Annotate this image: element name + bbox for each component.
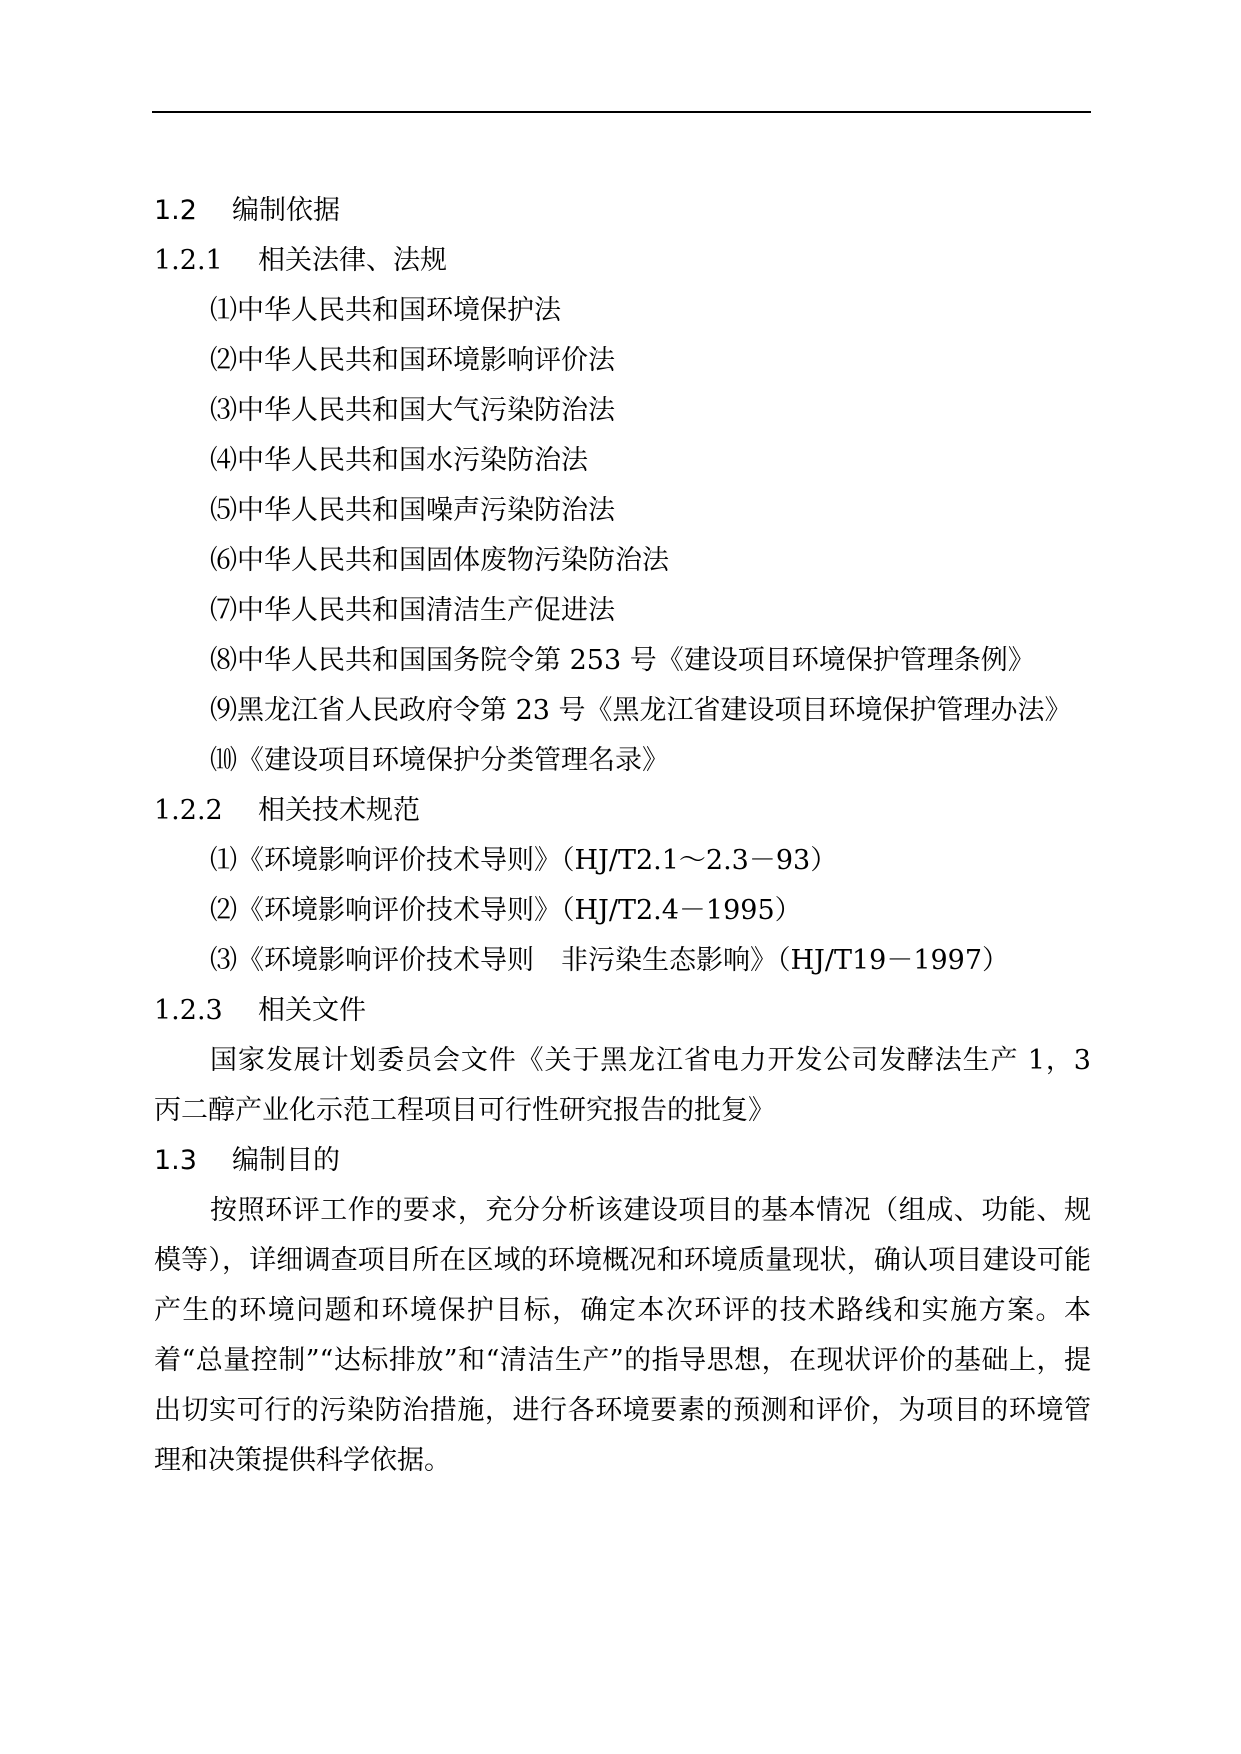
related-document-paragraph: 国家发展计划委员会文件《关于黑龙江省电力开发公司发酵法生产 1，3 丙二醇产业化示范工程项目可行性研究报告的批复》 <box>154 1045 1091 1126</box>
heading-title: 相关法律、法规 <box>258 245 447 276</box>
heading-title: 相关技术规范 <box>258 795 420 826</box>
heading-number: 1.3 <box>154 1145 197 1176</box>
law-item: ⑷中华人民共和国水污染防治法 <box>210 445 588 476</box>
heading-1-2 <box>154 186 1091 236</box>
heading-number: 1.2.3 <box>154 995 223 1026</box>
heading-title: 编制依据 <box>232 195 340 226</box>
purpose-paragraph: 按照环评工作的要求，充分分析该建设项目的基本情况（组成、功能、规模等），详细调查项目所在区域的环境概况和环境质量现状，确认项目建设可能产生的环境问题和环境保护目标，确定本次环评的技术路线和实施方案。本着“总量控制”“达标排放”和“清洁生产”的指导思想，在现状评价的基础上，提出切实可行的污染防治措施，进行各环境要素的预测和评价，为项目的环境管理和决策提供科学依据。 <box>154 1195 1091 1476</box>
law-item: ⑸中华人民共和国噪声污染防治法 <box>210 495 615 526</box>
heading-title: 相关文件 <box>258 995 366 1026</box>
standard-item: ⑶《环境影响评价技术导则 非污染生态影响》（HJ/T19－1997） <box>210 945 1010 976</box>
heading-1-2-3 <box>154 986 1091 1036</box>
law-item: ⑽《建设项目环境保护分类管理名录》 <box>210 745 669 776</box>
header-rule <box>152 111 1091 113</box>
heading-1-3 <box>154 1136 1091 1186</box>
standard-item: ⑵《环境影响评价技术导则》（HJ/T2.4－1995） <box>210 895 802 926</box>
law-item: ⑹中华人民共和国固体废物污染防治法 <box>210 545 669 576</box>
law-item: ⑶中华人民共和国大气污染防治法 <box>210 395 615 426</box>
heading-number: 1.2.1 <box>154 245 223 276</box>
document-body <box>154 186 1091 1486</box>
law-item: ⑼黑龙江省人民政府令第 23 号《黑龙江省建设项目环境保护管理办法》 <box>210 695 1072 726</box>
heading-number: 1.2 <box>154 195 197 226</box>
law-item: ⑵中华人民共和国环境影响评价法 <box>210 345 615 376</box>
heading-number: 1.2.2 <box>154 795 223 826</box>
law-item: ⑻中华人民共和国国务院令第 253 号《建设项目环境保护管理条例》 <box>210 645 1035 676</box>
standard-item: ⑴《环境影响评价技术导则》（HJ/T2.1～2.3－93） <box>210 845 838 876</box>
heading-1-2-2 <box>154 786 1091 836</box>
heading-title: 编制目的 <box>232 1145 340 1176</box>
law-item: ⑺中华人民共和国清洁生产促进法 <box>210 595 615 626</box>
law-item: ⑴中华人民共和国环境保护法 <box>210 295 561 326</box>
heading-1-2-1 <box>154 236 1091 286</box>
